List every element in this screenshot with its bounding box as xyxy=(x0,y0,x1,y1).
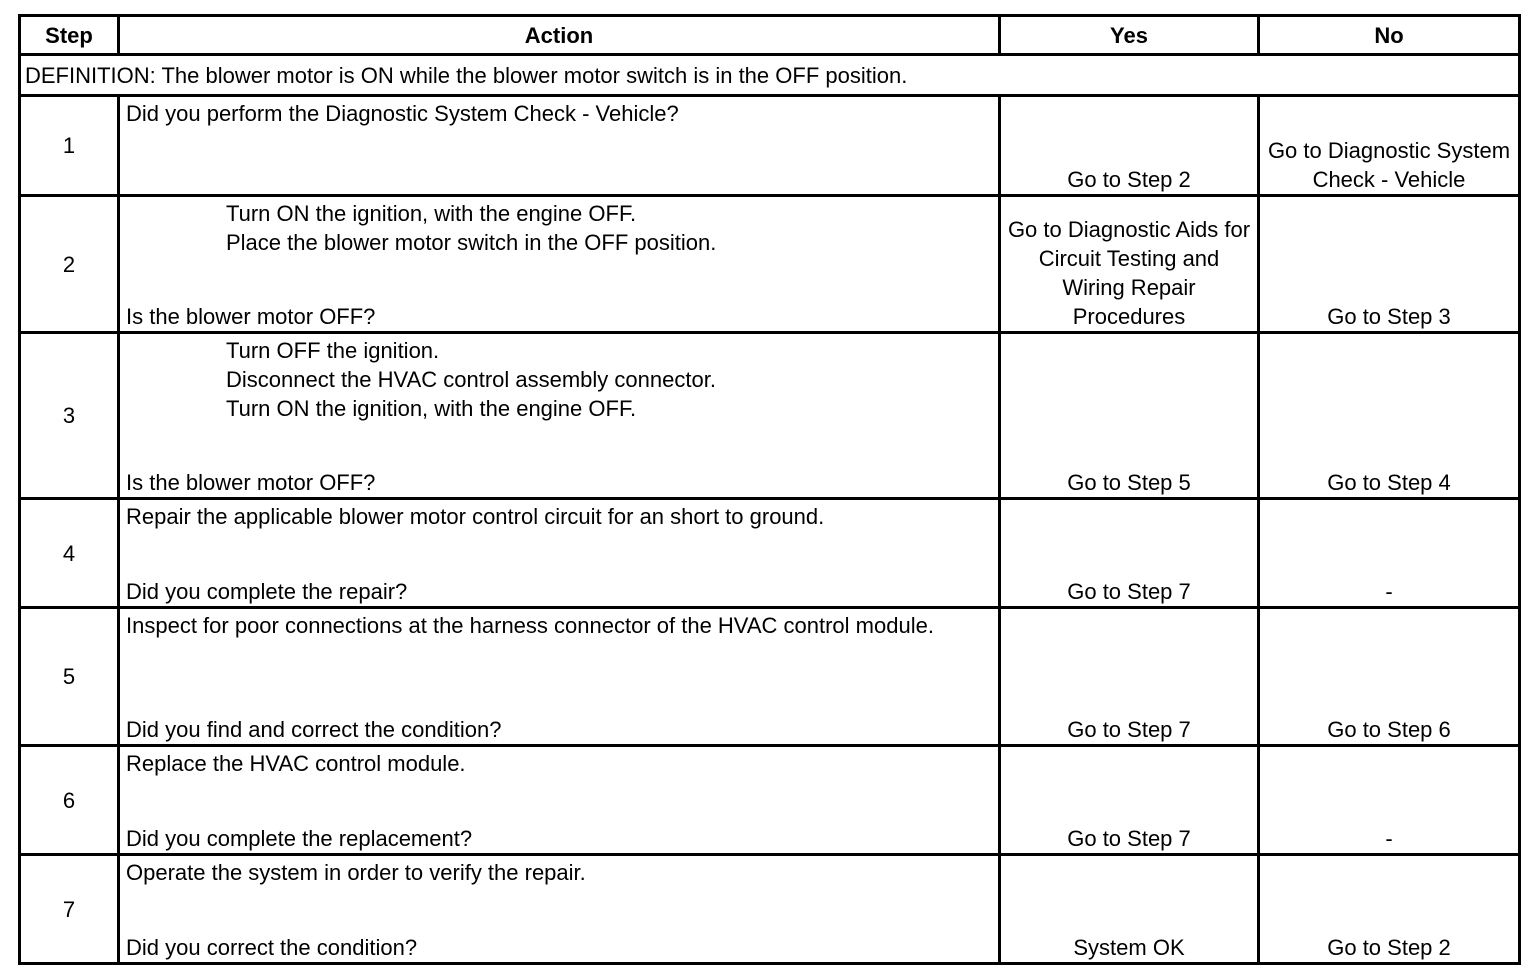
yes-cell: Go to Step 7 xyxy=(1000,746,1259,855)
action-substep: Disconnect the HVAC control assembly connector. xyxy=(226,367,716,392)
action-instruction: Operate the system in order to verify the repair. xyxy=(126,860,586,885)
no-cell: Go to Step 6 xyxy=(1259,608,1520,746)
action-cell xyxy=(119,499,1000,608)
action-cell xyxy=(119,96,1000,196)
header-action: Action xyxy=(119,16,1000,55)
action-cell xyxy=(119,855,1000,964)
action-question: Did you complete the repair? xyxy=(126,579,408,604)
action-question: Is the blower motor OFF? xyxy=(126,304,376,329)
yes-cell: Go to Step 7 xyxy=(1000,499,1259,608)
action-cell xyxy=(119,746,1000,855)
action-question: Did you complete the replacement? xyxy=(126,826,473,851)
action-question: Did you perform the Diagnostic System Check - Vehicle? xyxy=(126,101,679,126)
table-row xyxy=(20,333,1520,499)
no-cell: Go to Step 2 xyxy=(1259,855,1520,964)
action-cell xyxy=(119,333,1000,499)
action-cell xyxy=(119,196,1000,333)
diagnostic-table-container xyxy=(18,14,1521,965)
action-instruction: Inspect for poor connections at the harness connector of the HVAC control module. xyxy=(126,613,934,638)
no-cell: Go to Diagnostic System Check - Vehicle xyxy=(1259,96,1520,196)
action-substep: Turn OFF the ignition. xyxy=(226,338,440,363)
step-number: 3 xyxy=(20,333,119,499)
yes-cell: Go to Step 5 xyxy=(1000,333,1259,499)
header-yes: Yes xyxy=(1000,16,1259,55)
diagnostic-table xyxy=(18,14,1521,965)
no-cell: Go to Step 4 xyxy=(1259,333,1520,499)
no-cell: - xyxy=(1259,746,1520,855)
definition-text: DEFINITION: The blower motor is ON while the blower motor switch is in the OFF position. xyxy=(20,55,1520,96)
yes-cell: Go to Step 2 xyxy=(1000,96,1259,196)
table-row xyxy=(20,608,1520,746)
table-row xyxy=(20,96,1520,196)
action-substep: Turn ON the ignition, with the engine OFF. xyxy=(226,201,637,226)
yes-cell: Go to Diagnostic Aids for Circuit Testing and Wiring Repair Procedures xyxy=(1000,196,1259,333)
yes-cell: System OK xyxy=(1000,855,1259,964)
action-instruction: Repair the applicable blower motor control circuit for an short to ground. xyxy=(126,504,825,529)
action-substep: Turn ON the ignition, with the engine OFF. xyxy=(226,396,637,421)
action-question: Did you find and correct the condition? xyxy=(126,717,502,742)
no-cell: - xyxy=(1259,499,1520,608)
step-number: 1 xyxy=(20,96,119,196)
header-no: No xyxy=(1259,16,1520,55)
action-instruction: Replace the HVAC control module. xyxy=(126,751,466,776)
yes-cell: Go to Step 7 xyxy=(1000,608,1259,746)
table-row xyxy=(20,855,1520,964)
step-number: 7 xyxy=(20,855,119,964)
step-number: 2 xyxy=(20,196,119,333)
step-number: 6 xyxy=(20,746,119,855)
table-row xyxy=(20,746,1520,855)
step-number: 4 xyxy=(20,499,119,608)
action-question: Did you correct the condition? xyxy=(126,935,418,960)
no-cell: Go to Step 3 xyxy=(1259,196,1520,333)
header-row xyxy=(20,16,1520,55)
table-row xyxy=(20,499,1520,608)
action-substep: Place the blower motor switch in the OFF position. xyxy=(226,230,717,255)
definition-row xyxy=(20,55,1520,96)
step-number: 5 xyxy=(20,608,119,746)
action-cell xyxy=(119,608,1000,746)
header-step: Step xyxy=(20,16,119,55)
table-row xyxy=(20,196,1520,333)
action-question: Is the blower motor OFF? xyxy=(126,470,376,495)
